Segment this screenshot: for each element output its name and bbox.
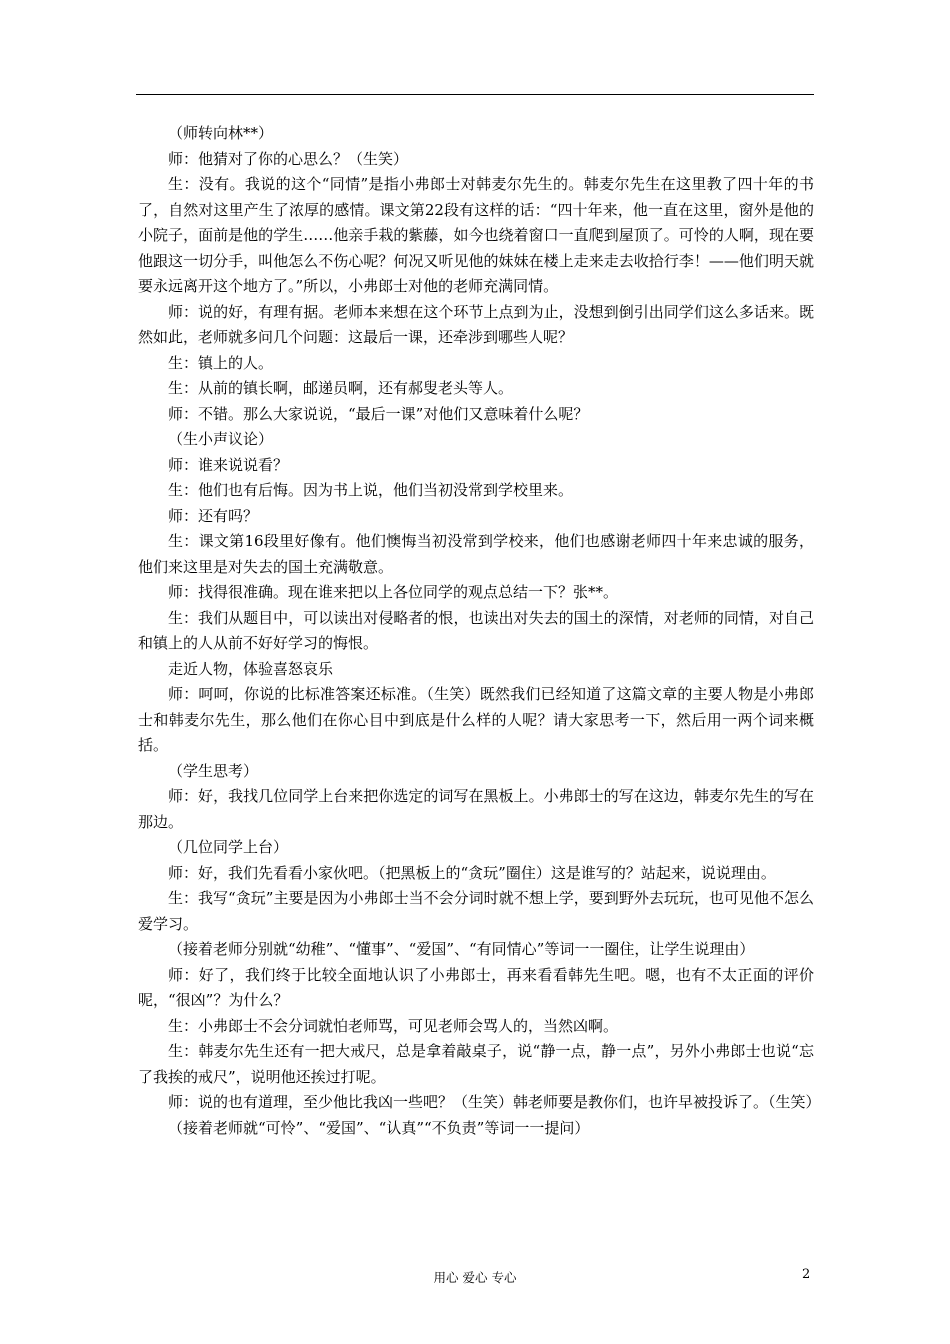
paragraph-5: 生：镇上的人。 <box>168 353 274 372</box>
paragraph-11: 师：还有吗？ <box>168 506 259 525</box>
footer-motto: 用心 爱心 专心 <box>433 1270 517 1285</box>
paragraph-14: 生：我们从题目中，可以读出对侵略者的恨，也读出对失去的国土的深情，对老师的同情，对自己和镇上的人从前不好好学习的悔恨。 <box>138 608 814 652</box>
paragraph-7: 师：不错。那么大家说说，“最后一课”对他们又意味着什么呢？ <box>168 404 589 423</box>
paragraph-21: 生：我写“贪玩”主要是因为小弗郎士当不会分词时就不想上学，要到野外去玩玩，也可见他不怎么爱学习。 <box>138 889 814 933</box>
paragraph-4: 师：说的好，有理有据。老师本来想在这个环节上点到为止，没想到倒引出同学们这么多话来。既然如此，老师就多问几个问题：这最后一课，还牵涉到哪些人呢？ <box>138 302 814 346</box>
document-body <box>138 121 821 1141</box>
paragraph-6: 生：从前的镇长啊，邮递员啊，还有郝叟老头等人。 <box>168 379 514 397</box>
paragraph-25: 生：韩麦尔先生还有一把大戒尺，总是拿着敲桌子，说“静一点，静一点”，另外小弗郎士也说“忘了我挨的戒尺”，说明他还挨过打呢。 <box>138 1042 814 1086</box>
paragraph-10: 生：他们也有后悔。因为书上说，他们当初没常到学校里来。 <box>168 481 574 499</box>
paragraph-26: 师：说的也有道理，至少他比我凶一些吧？（生笑）韩老师要是教你们，也许早被投诉了。（生笑） <box>168 1093 821 1111</box>
paragraph-24: 生：小弗郎士不会分词就怕老师骂，可见老师会骂人的，当然凶啊。 <box>168 1016 619 1035</box>
paragraph-19: （几位同学上台） <box>168 838 289 856</box>
paragraph-17: （学生思考） <box>168 761 259 780</box>
paragraph-12: 生：课文第16段里好像有。他们懊悔当初没常到学校来，他们也感谢老师四十年来忠诚的服务，他们来这里是对失去的国土充满敬意。 <box>138 532 814 576</box>
paragraph-1: （师转向林**） <box>168 124 274 142</box>
paragraph-16: 师：呵呵，你说的比标准答案还标准。（生笑）既然我们已经知道了这篇文章的主要人物是小弗郎士和韩麦尔先生，那么他们在你心目中到底是什么样的人呢？请大家思考一下，然后用一两个词来概括。 <box>138 685 814 754</box>
paragraph-9: 师：谁来说说看？ <box>168 455 289 474</box>
paragraph-23: 师：好了，我们终于比较全面地认识了小弗郎士，再来看看韩先生吧。嗯，也有不太正面的评价呢，“很凶”？为什么？ <box>138 965 814 1009</box>
paragraph-8: （生小声议论） <box>168 430 274 448</box>
header-rule <box>136 94 814 95</box>
section-heading: 走近人物，体验喜怒哀乐 <box>168 659 334 678</box>
paragraph-22: （接着老师分别就“幼稚”、“懂事”、“爱国”、“有同情心”等词一一圈住，让学生说理由） <box>168 940 755 958</box>
paragraph-27: （接着老师就“可怜”、“爱国”、“认真”“不负责”等词一一提问） <box>168 1118 590 1137</box>
paragraph-18: 师：好，我找几位同学上台来把你选定的词写在黑板上。小弗郎士的写在这边，韩麦尔先生的写在那边。 <box>138 787 814 831</box>
paragraph-2: 师：他猜对了你的心思么？（生笑） <box>168 149 409 168</box>
paragraph-3: 生：没有。我说的这个“同情”是指小弗郎士对韩麦尔先生的。韩麦尔先生在这里教了四十年的书了，自然对这里产生了浓厚的感情。课文第22段有这样的话：“四十年来，他一直在这里，窗外是他的小院子，面前是他的学生……他亲手栽的紫藤，如今也绕着窗口一直爬到屋顶了。可怜的人啊，现在要他跟这一切分手，叫他怎么不伤心呢？何况又听见他的妹妹在楼上走来走去收拾行李！——他们明天就要永远离开这个地方了。”所以，小弗郎士对他的老师充满同情。 <box>138 175 814 295</box>
paragraph-13: 师：找得很准确。现在谁来把以上各位同学的观点总结一下？张**。 <box>168 583 619 601</box>
page-number: 2 <box>802 1267 811 1282</box>
paragraph-20: 师：好，我们先看看小家伙吧。（把黑板上的“贪玩”圈住）这是谁写的？站起来，说说理由。 <box>168 863 776 882</box>
